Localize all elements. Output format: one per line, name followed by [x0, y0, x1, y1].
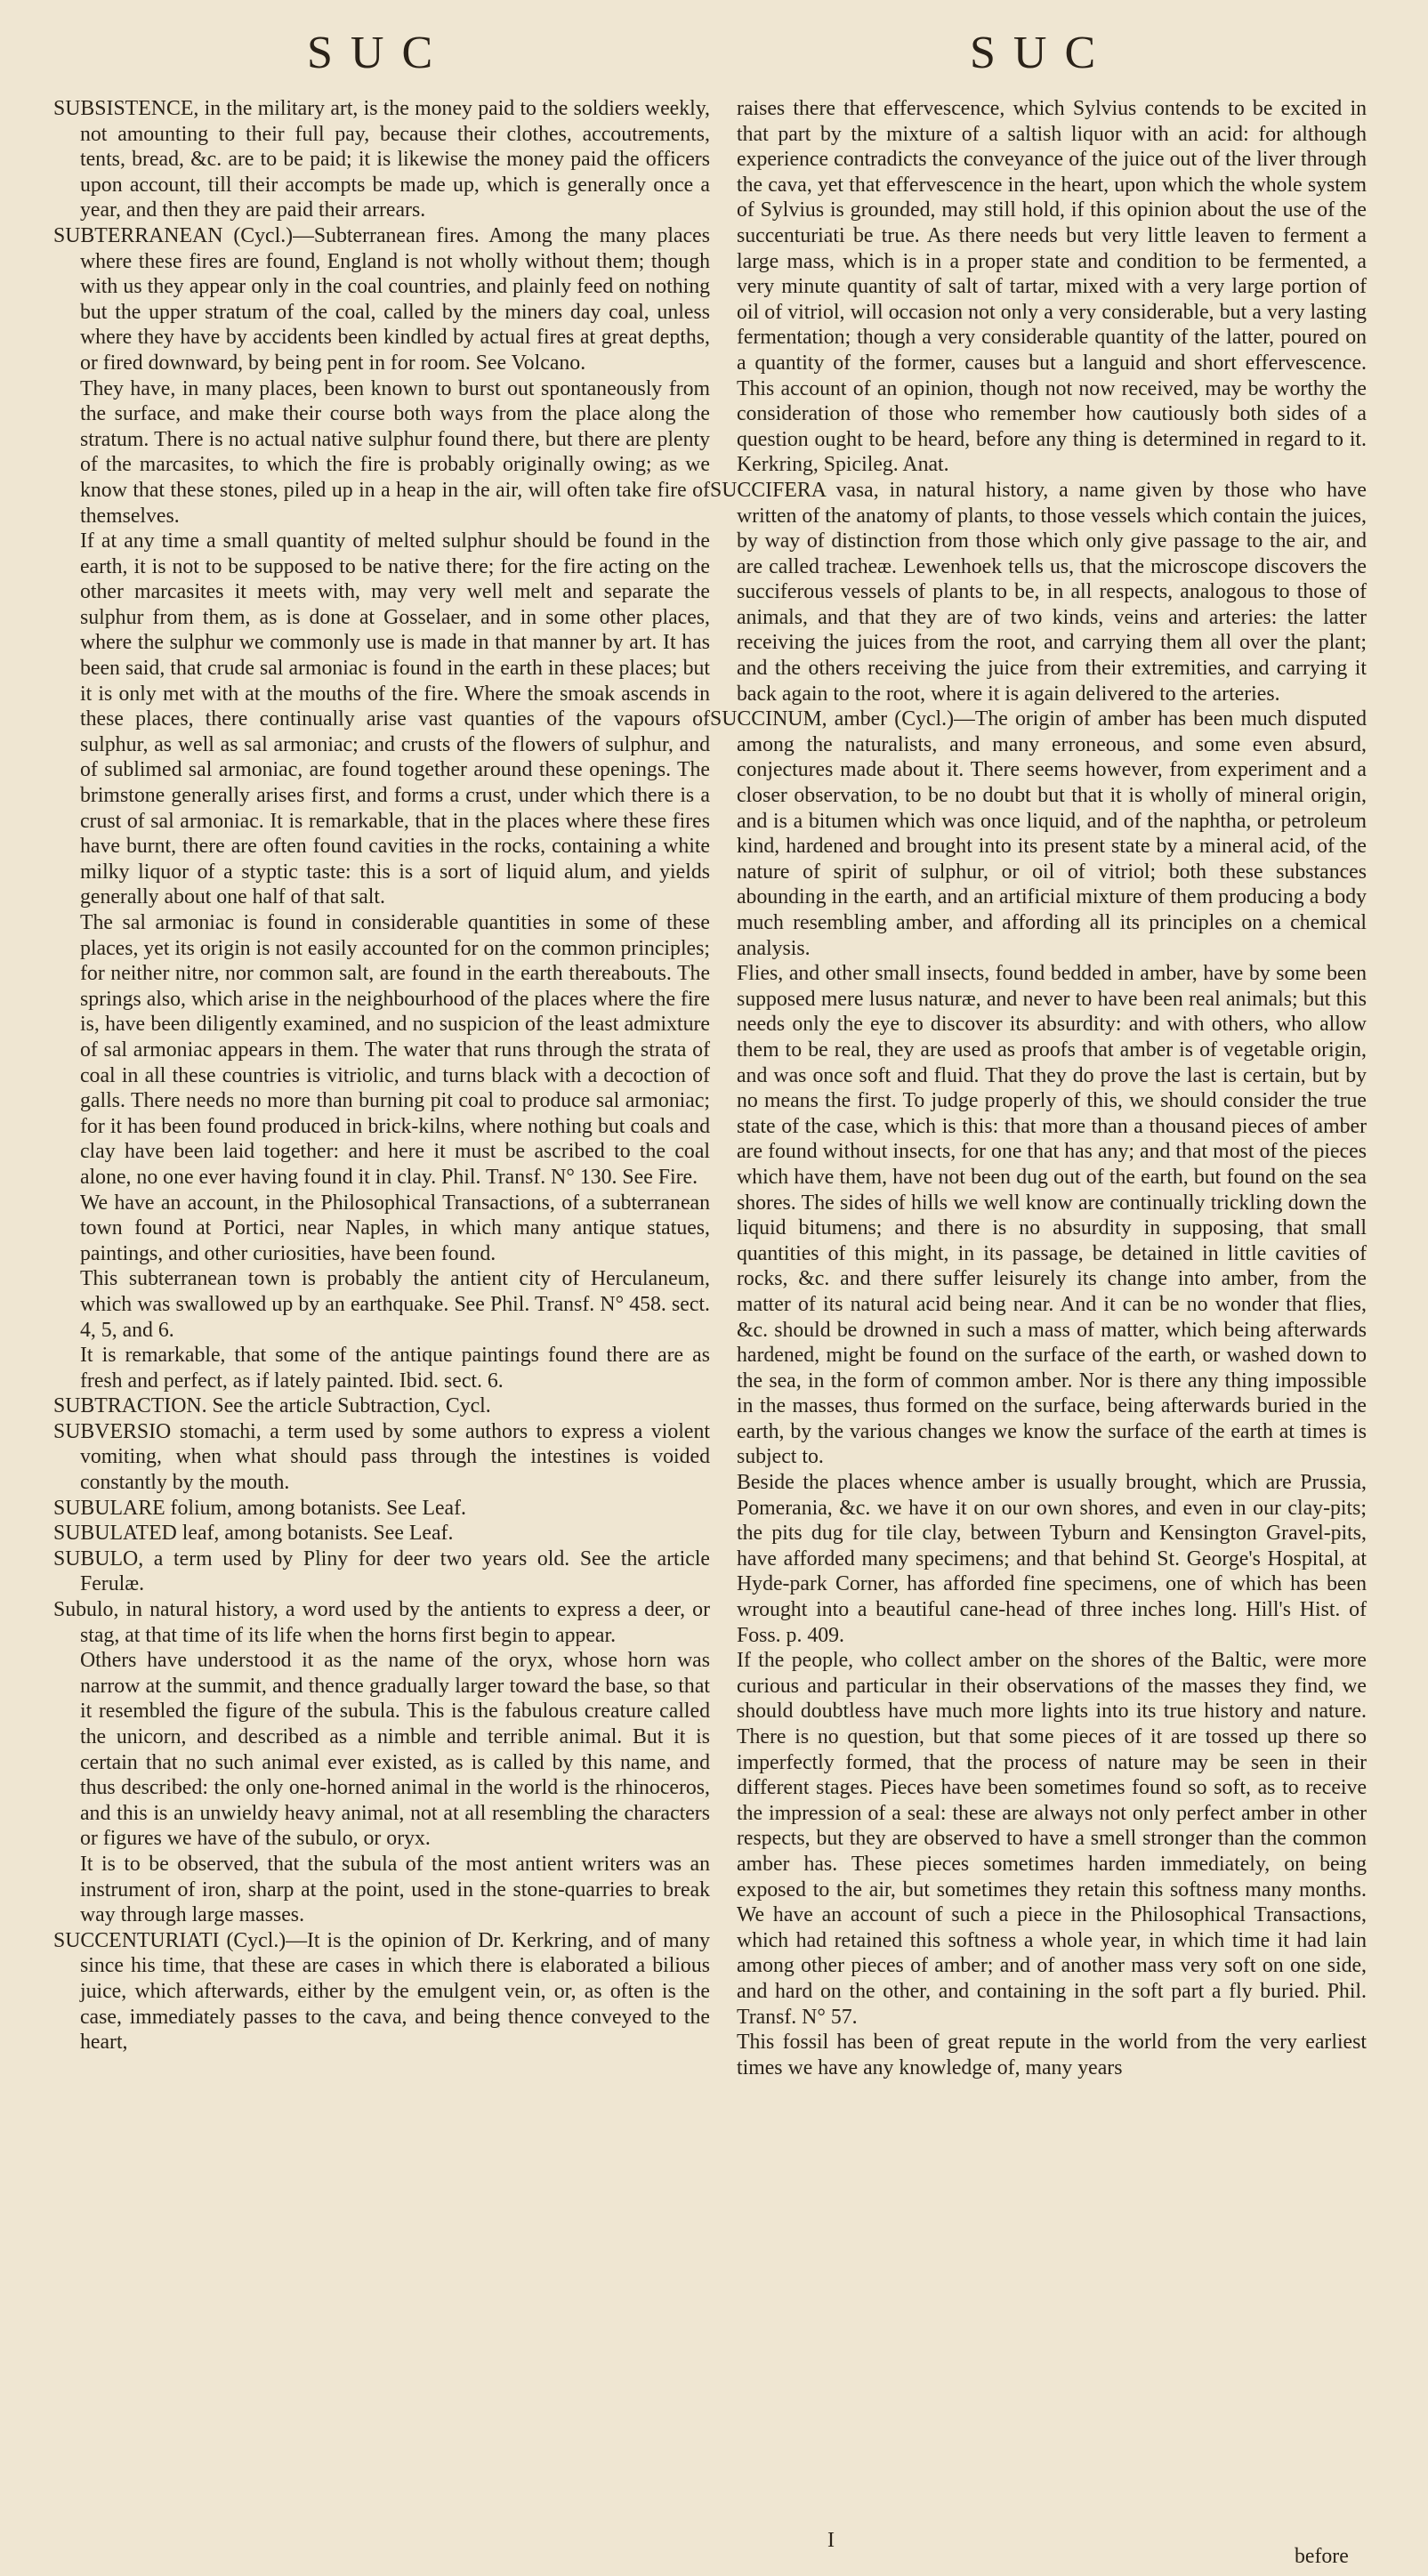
- dictionary-entry: Subulo, in natural history, a word used by the antients to express a deer, or stag, at that time of its life when the horns first begin to appear.: [53, 1598, 710, 1647]
- entry-paragraph: If the people, who collect amber on the shores of the Baltic, were more curious and particular in their observations of the masses they find, we should doubtless have much more lights into its true history and nature. There is no question, but that some pieces of it are tossed up there so imperfectly formed, that the process of nature may be seen in their different stages. Pieces have been sometimes found so soft, as to receive the impression of a seal: these are always not only perfect amber in other respects, but they are observed to have a smell stronger than the common amber has. These pieces sometimes harden immediately, on being exposed to the air, but sometimes they retain this softness many months. We have an account of such a piece in the Philosophical Transactions, which had retained this softness a whole year, in which time it had lain among other pieces of amber; and of another mass very soft on one side, and hard on the other, and containing in the soft part a fly buried. Phil. Transf. N° 57.: [737, 1649, 1367, 2029]
- entry-paragraph: raises there that effervescence, which Sylvius contends to be excited in that part by the mixture of a saltish liquor with an acid: for although experience contradicts the conveyance of the juice out of the liver through the cava, yet that effervescence in the heart, upon which the whole system of Sylvius is grounded, may still hold, if this opinion about the use of the succenturiati be true. As there needs but very little leaven to ferment a large mass, which is in a proper state and condition to be fermented, a very minute quantity of salt of tartar, mixed with a very large portion of oil of vitriol, will occasion not only a very considerable, but a very lasting fermentation; though a very considerable quantity of the latter, poured on a quantity of the former, causes but a languid and short effervescence. This account of an opinion, though not now received, may be worthy the consideration of those who remember how cautiously both sides of a question ought to be heard, before any thing is determined in regard to it. Kerkring, Spicileg. Anat.: [737, 97, 1367, 477]
- dictionary-entry: SUCCIFERA vasa, in natural history, a name given by those who have written of the anatomy of plants, to those vessels which contain the juices, by way of distinction from those which only give passage to the air, and are called tracheæ. Lewenhoek tells us, that the microscope discovers the succiferous vessels of plants to be, in all respects, analogous to those of animals, and that they are of two kinds, veins and arteries: the latter receiving the juices from the root, and carrying them all over the plant; and the others receiving the juice from their extremities, and carrying it back again to the root, where it is again delivered to the arteries.: [710, 478, 1367, 706]
- entry-paragraph: It is to be observed, that the subula of the most antient writers was an instrument of iron, sharp at the point, used in the stone-quarries to break way through large masses.: [80, 1852, 710, 1927]
- dictionary-entry: SUCCENTURIATI (Cycl.)—It is the opinion of Dr. Kerkring, and of many since his time, that these are cases in which there is elaborated a bilious juice, which afterwards, either by the emulgent vein, or, as often is the case, immediately passes to the cava, and being thence conveyed to the heart,: [53, 1928, 710, 2055]
- entry-paragraph: Flies, and other small insects, found bedded in amber, have by some been supposed mere lusus naturæ, and never to have been real animals; but this needs only the eye to discover its absurdity: and with others, who allow them to be real, they are used as proofs that amber is of vegetable origin, and was once soft and fluid. That they do prove the last is certain, but by no means the first. To judge properly of this, we should consider the true state of the case, which is this: that more than a thousand pieces of amber are found without insects, for one that has any; and that most of the pieces which have them, have not been dug out of the earth, but found on the sea shores. The sides of hills we well know are continually trickling down the liquid bitumens; and there is no absurdity in supposing, that small quantities of this might, in its passage, be detained in little cavities of rocks, &c. and there suffer leisurely its change into amber, from the matter of its natural acid being near. And it can be no wonder that flies, &c. should be drowned in such a mass of matter, which being afterwards hardened, might be found on the surface of the earth, or washed down to the sea, in the form of common amber. Nor is there any thing impossible in the masses, thus formed on the surface, being afterwards buried in the earth, by the various changes we know the surface of the earth at times is subject to.: [737, 962, 1367, 1469]
- entry-paragraph: This fossil has been of great repute in the world from the very earliest times we have any knowledge of, many years: [737, 2031, 1367, 2079]
- entry-paragraph: This subterranean town is probably the antient city of Herculaneum, which was swallowed up by an earthquake. See Phil. Transf. N° 458. sect. 4, 5, and 6.: [80, 1267, 710, 1342]
- entry-paragraph: Others have understood it as the name of the oryx, whose horn was narrow at the summit, and thence gradually larger toward the base, so that it resembled the figure of the subula. This is the fabulous creature called the unicorn, and described as a nimble and terrible animal. But it is certain that no such animal ever existed, as is called by this name, and thus described: the only one-horned animal in the world is the rhinoceros, and this is an unwieldy heavy animal, not at all resembling the characters or figures we have of the subulo, or oryx.: [80, 1649, 710, 1851]
- left-column: [53, 96, 710, 2055]
- entry-paragraph: It is remarkable, that some of the antique paintings found there are as fresh and perfect, as if lately painted. Ibid. sect. 6.: [80, 1344, 710, 1393]
- dictionary-entry: SUBVERSIO stomachi, a term used by some authors to express a violent vomiting, when what should pass through the intestines is voided constantly by the mouth.: [53, 1419, 710, 1495]
- page-folio: I: [827, 2529, 835, 2552]
- dictionary-entry: SUBSISTENCE, in the military art, is the money paid to the soldiers weekly, not amounting to their full pay, because their clothes, accoutrements, tents, bread, &c. are to be paid; it is likewise the money paid the officers upon account, till their accompts be made up, which is generally once a year, and then they are paid their arrears.: [53, 97, 710, 222]
- dictionary-entry: SUBULO, a term used by Pliny for deer two years old. See the article Ferulæ.: [53, 1546, 710, 1596]
- dictionary-entry: SUBTERRANEAN (Cycl.)—Subterranean fires. Among the many places where these fires are found, England is not wholly without them; though with us they appear only in the coal countries, and plainly feed on nothing but the upper stratum of the coal, called by the miners day coal, unless where they have by accidents been kindled by actual fires at great depths, or fired downward, by being pent in for room. See Volcano.: [53, 223, 710, 375]
- right-column: [710, 96, 1367, 2080]
- entry-paragraph: Beside the places whence amber is usually brought, which are Prussia, Pomerania, &c. we have it on our own shores, and even in our clay-pits; the pits dug for tile clay, between Tyburn and Kensington Gravel-pits, have afforded many specimens; and that behind St. George's Hospital, at Hyde-park Corner, has afforded fine specimens, one of which has been wrought into a beautiful cane-head of three inches long. Hill's Hist. of Foss. p. 409.: [737, 1471, 1367, 1647]
- entry-paragraph: The sal armoniac is found in considerable quantities in some of these places, yet its origin is not easily accounted for on the common principles; for neither nitre, nor common salt, are found in the earth thereabouts. The springs also, which arise in the neighbourhood of the places where the fire is, have been diligently examined, and no suspicion of the least admixture of sal armoniac appears in them. The water that runs through the strata of coal in all these countries is vitriolic, and turns black with a decoction of galls. There needs no more than burning pit coal to produce sal armoniac; for it has been found produced in brick-kilns, where nothing but coals and clay have been laid together: and here it must be ascribed to the coal alone, no one ever having found it in clay. Phil. Transf. N° 130. See Fire.: [80, 911, 710, 1189]
- entry-paragraph: If at any time a small quantity of melted sulphur should be found in the earth, it is not to be supposed to be native there; for the fire acting on the other marcasites it meets with, may very well melt and separate the sulphur from them, as is done at Gosselaer, and in some other places, where the sulphur we commonly use is made in that manner by art. It has been said, that crude sal armoniac is found in the earth in these places; but it is only met with at the mouths of the fire. Where the smoak ascends in these places, there continually arise vast quanties of the vapours of sulphur, as well as sal armoniac; and crusts of the flowers of sulphur, and of sublimed sal armoniac, are found together around these openings. The brimstone generally arises first, and forms a crust, under which there is a crust of sal armoniac. It is remarkable, that in the places where these fires have burnt, there are often found cavities in the rocks, containing a white milky liquor of a styptic taste: this is a sort of liquid alum, and yields generally about one half of that salt.: [80, 529, 710, 909]
- dictionary-entry: SUBTRACTION. See the article Subtraction, Cycl.: [53, 1394, 491, 1418]
- entry-paragraph: We have an account, in the Philosophical Transactions, of a subterranean town found at Portici, near Naples, in which many antique statues, paintings, and other curiosities, have been found.: [80, 1191, 710, 1265]
- entry-paragraph: They have, in many places, been known to burst out spontaneously from the surface, and make their course both ways from the place along the stratum. There is no actual native sulphur found there, but there are plenty of the marcasites, to which the fire is probably originally owing; as we know that these stones, piled up in a heap in the air, will often take fire of themselves.: [80, 376, 710, 528]
- dictionary-entry: SUCCINUM, amber (Cycl.)—The origin of amber has been much disputed among the naturalists, and many erroneous, and some even absurd, conjectures made about it. There seems however, from experiment and a closer observation, to be no doubt but that it is wholly of mineral origin, and is a bitumen which was once liquid, and of the naphtha, or petroleum kind, hardened and brought into its present state by a mineral acid, of the nature of spirit of sulphur, or oil of vitriol; both these substances abounding in the earth, and an artificial mixture of them producing a body much resembling amber, and affording all its principles on a chemical analysis.: [710, 707, 1367, 960]
- running-head-right: SUC: [970, 28, 1114, 78]
- dictionary-entry: SUBULARE folium, among botanists. See Leaf.: [53, 1496, 466, 1520]
- catchword: before: [1295, 2545, 1349, 2568]
- running-head-left: SUC: [307, 28, 451, 78]
- dictionary-entry: SUBULATED leaf, among botanists. See Leaf.: [53, 1522, 454, 1546]
